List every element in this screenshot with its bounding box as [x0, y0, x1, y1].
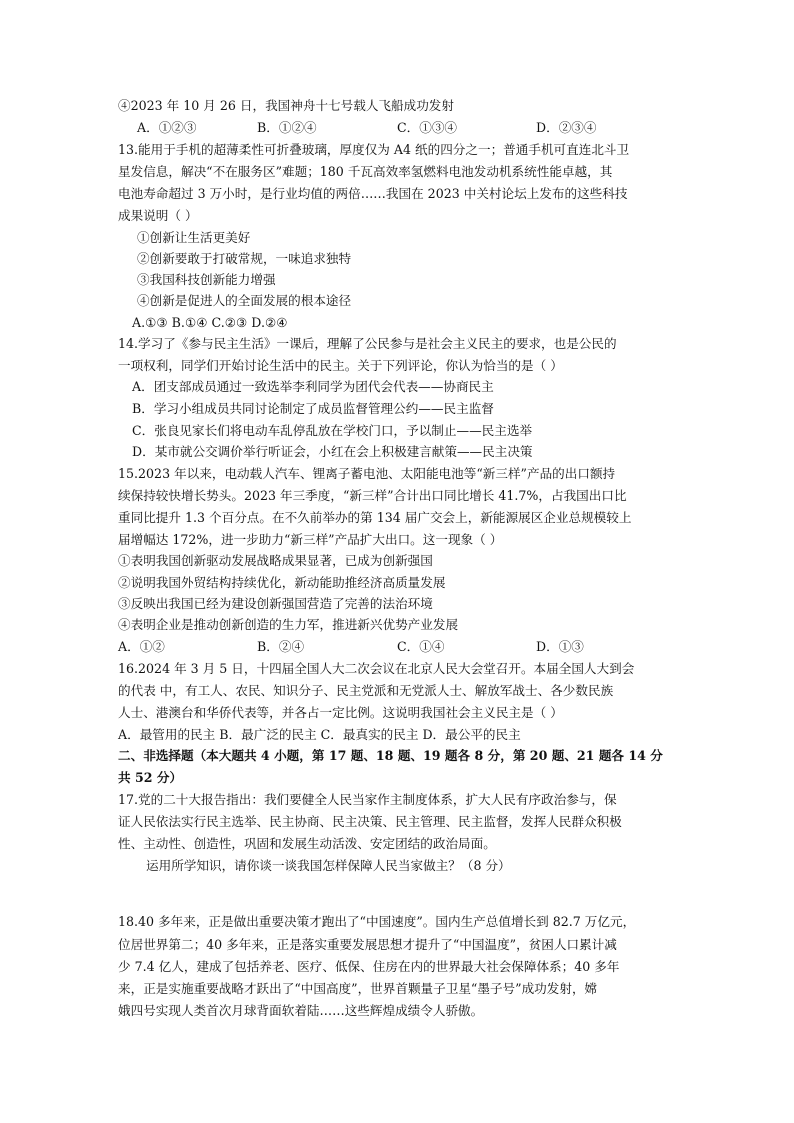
- section-2-heading: 二、非选择题（本大题共 4 小题，第 17 题、18 题、19 题各 8 分，第 20 题、21 题各 14 分: [118, 748, 663, 763]
- q12-option-c: C．①③④: [397, 120, 458, 135]
- q12-option-a: A．①②③: [137, 120, 197, 135]
- q13-line-4: 成果说明（ ）: [118, 208, 198, 223]
- q18-line-2: 位居世界第二；40 多年来，正是落实重要发展思想才提升了“中国温度”，贫困人口累计减: [118, 937, 617, 952]
- q18-line-3: 少 7.4 亿人，建成了包括养老、医疗、低保、住房在内的世界最大社会保障体系；40 多年: [118, 959, 620, 974]
- q14-option-d: D．某市就公交调价举行听证会，小红在会上积极建言献策——民主决策: [132, 444, 533, 459]
- q15-item-3: ③反映出我国已经为建设创新强国营造了完善的法治环境: [118, 596, 433, 611]
- q14-option-c: C．张良见家长们将电动车乱停乱放在学校门口，予以制止——民主选举: [132, 423, 533, 438]
- q18-line-4: 来，正是实施重要战略才跃出了“中国高度”，世界首颗量子卫星“墨子号”成功发射，嫦: [118, 981, 598, 996]
- q15-option-a: A．①②: [118, 639, 165, 654]
- q14-line-2: 一项权利，同学们开始讨论生活中的民主。关于下列评论，你认为恰当的是（ ）: [118, 358, 563, 373]
- q14-option-b: B．学习小组成员共同讨论制定了成员监督管理公约——民主监督: [132, 401, 494, 416]
- q17-line-2: 证人民依法实行民主选举、民主协商、民主决策、民主管理、民主监督，发挥人民群众积极: [118, 814, 622, 829]
- q13-item-2: ②创新要敢于打破常规，一味追求独特: [137, 251, 352, 266]
- q15-line-2: 续保持较快增长势头。2023 年三季度，“新三样”合计出口同比增长 41.7%，占我国出口比: [118, 488, 627, 503]
- q13-line-1: 13.能用于手机的超薄柔性可折叠玻璃，厚度仅为 A4 纸的四分之一；普通手机可直连北斗卫: [118, 142, 630, 157]
- q13-options: A.①③ B.①④ C.②③ D.②④: [132, 315, 288, 330]
- q13-line-2: 星发信息，解决“不在服务区”难题；180 千瓦高效率氢燃料电池发动机系统性能卓越，其: [118, 164, 613, 179]
- q12-option-b: B．①②④: [257, 120, 317, 135]
- q15-line-1: 15.2023 年以来，电动载人汽车、锂离子蓄电池、太阳能电池等“新三样”产品的出口额持: [118, 466, 616, 481]
- q18-line-5: 娥四号实现人类首次月球背面软着陆……这些辉煌成绩令人骄傲。: [118, 1003, 484, 1018]
- q14-option-a: A．团支部成员通过一致选举李利同学为团代会代表——协商民主: [132, 379, 494, 394]
- q15-option-b: B．②④: [257, 639, 305, 654]
- q12-item-4: ④2023 年 10 月 26 日，我国神舟十七号载人飞船成功发射: [118, 98, 454, 113]
- q15-item-1: ①表明我国创新驱动发展战略成果显著，已成为创新强国: [118, 553, 433, 568]
- q16-options: A．最管用的民主 B．最广泛的民主 C．最真实的民主 D．最公平的民主: [118, 727, 521, 742]
- q13-line-3: 电池寿命超过 3 万小时，是行业均值的两倍……我国在 2023 中关村论坛上发布的这些科技: [118, 186, 628, 201]
- q17-line-1: 17.党的二十大报告指出：我们要健全人民当家作主制度体系，扩大人民有序政治参与，保: [118, 792, 617, 807]
- q18-line-1: 18.40 多年来，正是做出重要决策才跑出了“中国速度”。国内生产总值增长到 82.7 万亿元，: [118, 914, 636, 929]
- q13-item-3: ③我国科技创新能力增强: [137, 272, 276, 287]
- q13-item-4: ④创新是促进人的全面发展的根本途径: [137, 293, 352, 308]
- q13-item-1: ①创新让生活更美好: [137, 230, 251, 245]
- section-2-heading-cont: 共 52 分）: [118, 770, 183, 785]
- q16-line-1: 16.2024 年 3 月 5 日，十四届全国人大二次会议在北京人民大会堂召开。本届全国人大到会: [118, 661, 635, 676]
- q15-item-2: ②说明我国外贸结构持续优化，新动能助推经济高质量发展: [118, 575, 446, 590]
- q14-line-1: 14.学习了《参与民主生活》一课后，理解了公民参与是社会主义民主的要求，也是公民的: [118, 336, 617, 351]
- q12-option-d: D．②③④: [536, 120, 597, 135]
- q15-line-4: 届增幅达 172%，进一步助力“新三样”产品扩大出口。这一现象（ ）: [118, 532, 503, 547]
- q17-line-3: 性、主动性、创造性，巩固和发展生动活泼、安定团结的政治局面。: [118, 836, 496, 851]
- q17-task: 运用所学知识，请你谈一谈我国怎样保障人民当家做主？（8 分）: [146, 858, 511, 873]
- q16-line-2: 的代表 中，有工人、农民、知识分子、民主党派和无党派人士、解放军战士、各少数民族: [118, 683, 614, 698]
- q15-option-c: C．①④: [397, 639, 445, 654]
- q15-line-3: 重同比提升 1.3 个百分点。在不久前举办的第 134 届广交会上，新能源展区企业总规模较上: [118, 510, 632, 525]
- q16-line-3: 人士、港澳台和华侨代表等，并各占一定比例。这说明我国社会主义民主是（ ）: [118, 705, 563, 720]
- q15-option-d: D．①③: [536, 639, 584, 654]
- q15-item-4: ④表明企业是推动创新创造的生力军，推进新兴优势产业发展: [118, 617, 459, 632]
